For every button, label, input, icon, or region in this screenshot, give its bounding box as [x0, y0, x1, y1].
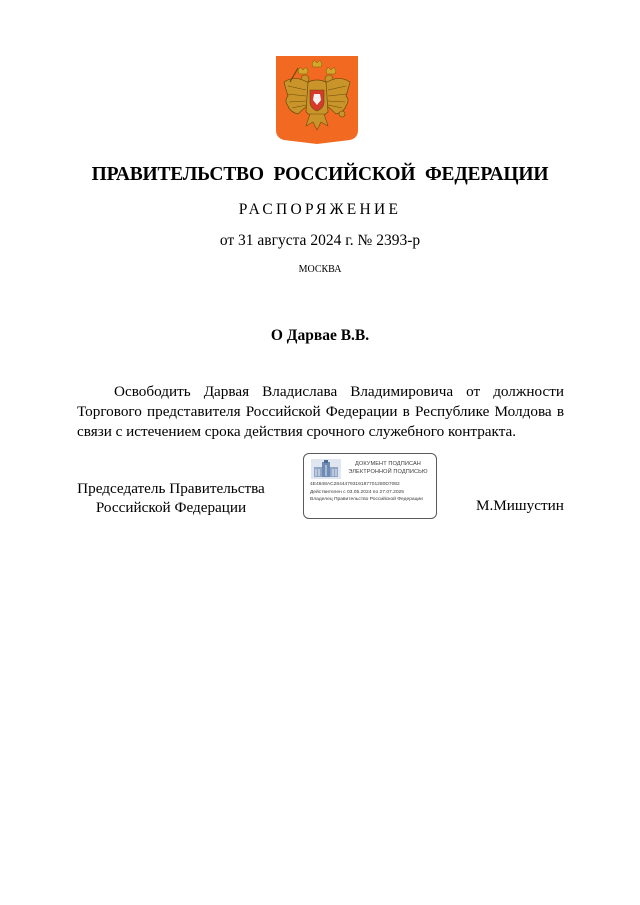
signer-title [68, 479, 274, 517]
stamp-heading [342, 460, 434, 476]
stamp-heading-line2: ЭЛЕКТРОННОЙ ПОДПИСЬЮ [348, 469, 428, 475]
document-city: МОСКВА [298, 264, 342, 275]
signer-title-line1: Председатель Правительства [77, 480, 265, 497]
stamp-validity: Действителен с 03.05.2024 по 27.07.2025 [310, 490, 404, 495]
signer-title-line2: Российской Федерации [95, 499, 247, 516]
stamp-serial: 4E4848AC2844479319187701280D7082 [310, 482, 400, 487]
coat-of-arms-russia-icon [276, 56, 358, 144]
signer-name: М.Мишустин [476, 497, 564, 514]
government-house-icon [311, 459, 341, 479]
stamp-owner: Владелец Правительство Российской Федерации [310, 497, 423, 502]
document-type: РАСПОРЯЖЕНИЕ [238, 201, 402, 218]
government-title: ПРАВИТЕЛЬСТВО РОССИЙСКОЙ ФЕДЕРАЦИИ [91, 164, 549, 185]
document-subject: О Дарвае В.В. [270, 327, 370, 344]
stamp-heading-line1: ДОКУМЕНТ ПОДПИСАН [355, 461, 421, 467]
electronic-signature-stamp [303, 453, 437, 519]
body-paragraph: Освободить Дарвая Владислава Владимировича от должности Торгового представителя Российской Федерации в Республике Молдова в связи с истечением срока действия срочного служебного контракта. [77, 383, 564, 440]
document-date-number: от 31 августа 2024 г. № 2393-р [219, 232, 421, 249]
